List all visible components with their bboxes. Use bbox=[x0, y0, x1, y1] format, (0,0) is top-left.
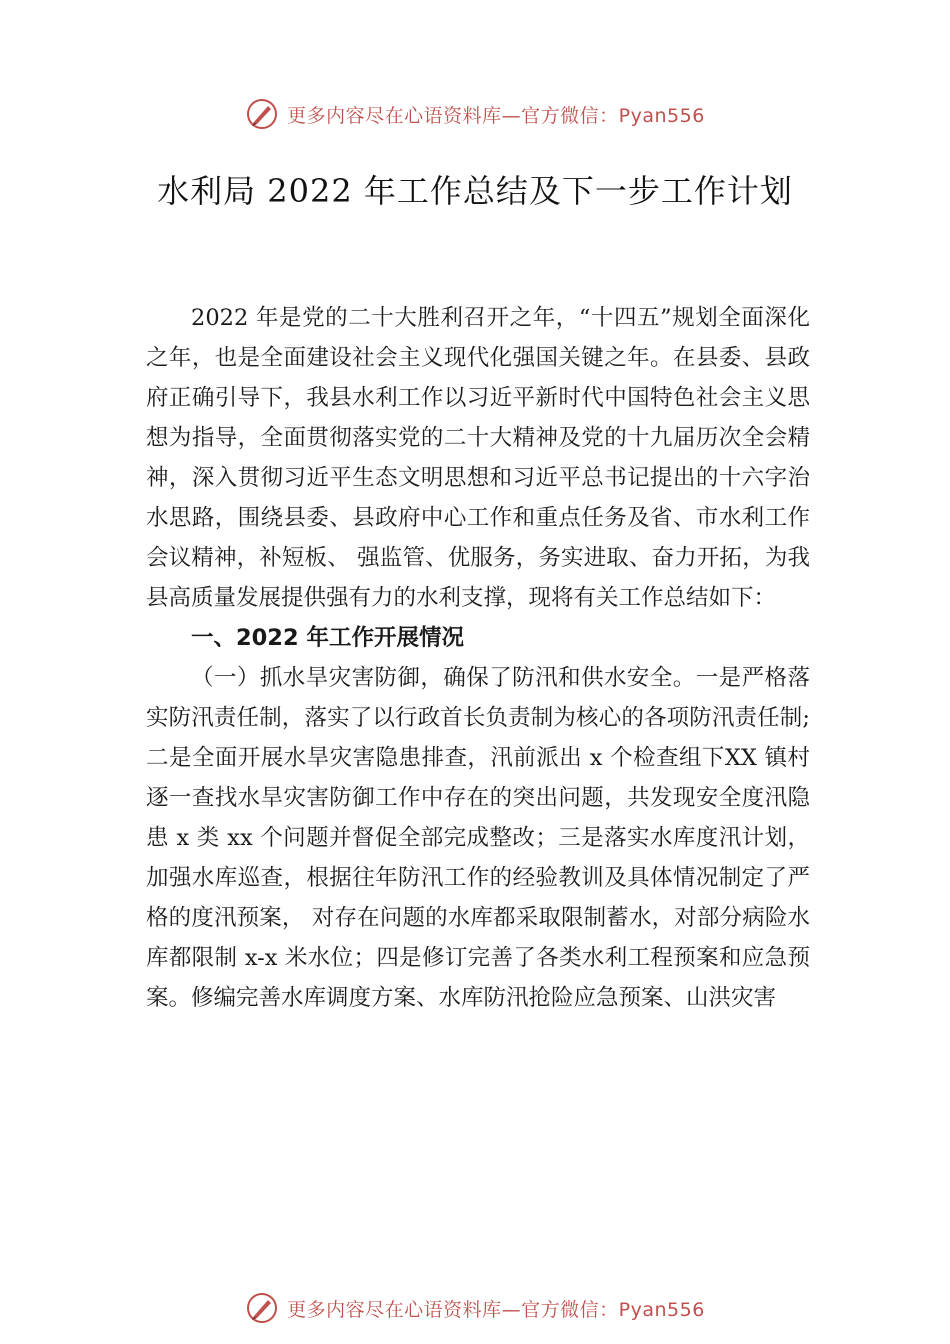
document-title: 水利局 2022 年工作总结及下一步工作计划 bbox=[157, 172, 793, 210]
banner-text: 更多内容尽在心语资料库—官方微信：Pyan556 bbox=[287, 104, 705, 127]
banner-text: 更多内容尽在心语资料库—官方微信：Pyan556 bbox=[287, 1298, 705, 1321]
quill-pen-logo-icon bbox=[245, 1291, 279, 1325]
footer-banner bbox=[0, 1288, 950, 1328]
section-paragraph: （一）抓水旱灾害防御，确保了防汛和供水安全。一是严格落实防汛责任制，落实了以行政首长负责制为核心的各项防汛责任制;二是全面开展水旱灾害隐患排查，汛前派出 x 个检查组下XX 镇村逐一查找水旱灾害防御工作中存在的突出问题，共发现安全度汛隐患 x 类 xx 个问题并督促全部完成整改；三是落实水库度汛计划，加强水库巡查，根据往年防汛工作的经验教训及具体情况制定了严格的度汛预案， 对存在问题的水库都采取限制蓄水，对部分病险水库都限制 x-x 米水位；四是修订完善了各类水利工程预案和应急预案。修编完善水库调度方案、水库防汛抢险应急预案、山洪灾害 bbox=[146, 665, 810, 1011]
header-banner bbox=[0, 94, 950, 134]
document-body bbox=[146, 298, 810, 1018]
wechat-id: Pyan556 bbox=[618, 104, 705, 127]
wechat-id: Pyan556 bbox=[618, 1298, 705, 1321]
section-heading: 一、2022 年工作开展情况 bbox=[191, 625, 464, 651]
quill-pen-logo-icon bbox=[245, 97, 279, 131]
intro-paragraph: 2022 年是党的二十大胜利召开之年，“十四五”规划全面深化之年，也是全面建设社会主义现代化强国关键之年。在县委、县政府正确引导下，我县水利工作以习近平新时代中国特色社会主义思想为指导，全面贯彻落实党的二十大精神及党的十九届历次全会精神，深入贯彻习近平生态文明思想和习近平总书记提出的十六字治水思路，围绕县委、县政府中心工作和重点任务及省、市水利工作会议精神，补短板、 强监管、优服务，务实进取、奋力开拓，为我县高质量发展提供强有力的水利支撑，现将有关工作总结如下： bbox=[146, 305, 810, 611]
